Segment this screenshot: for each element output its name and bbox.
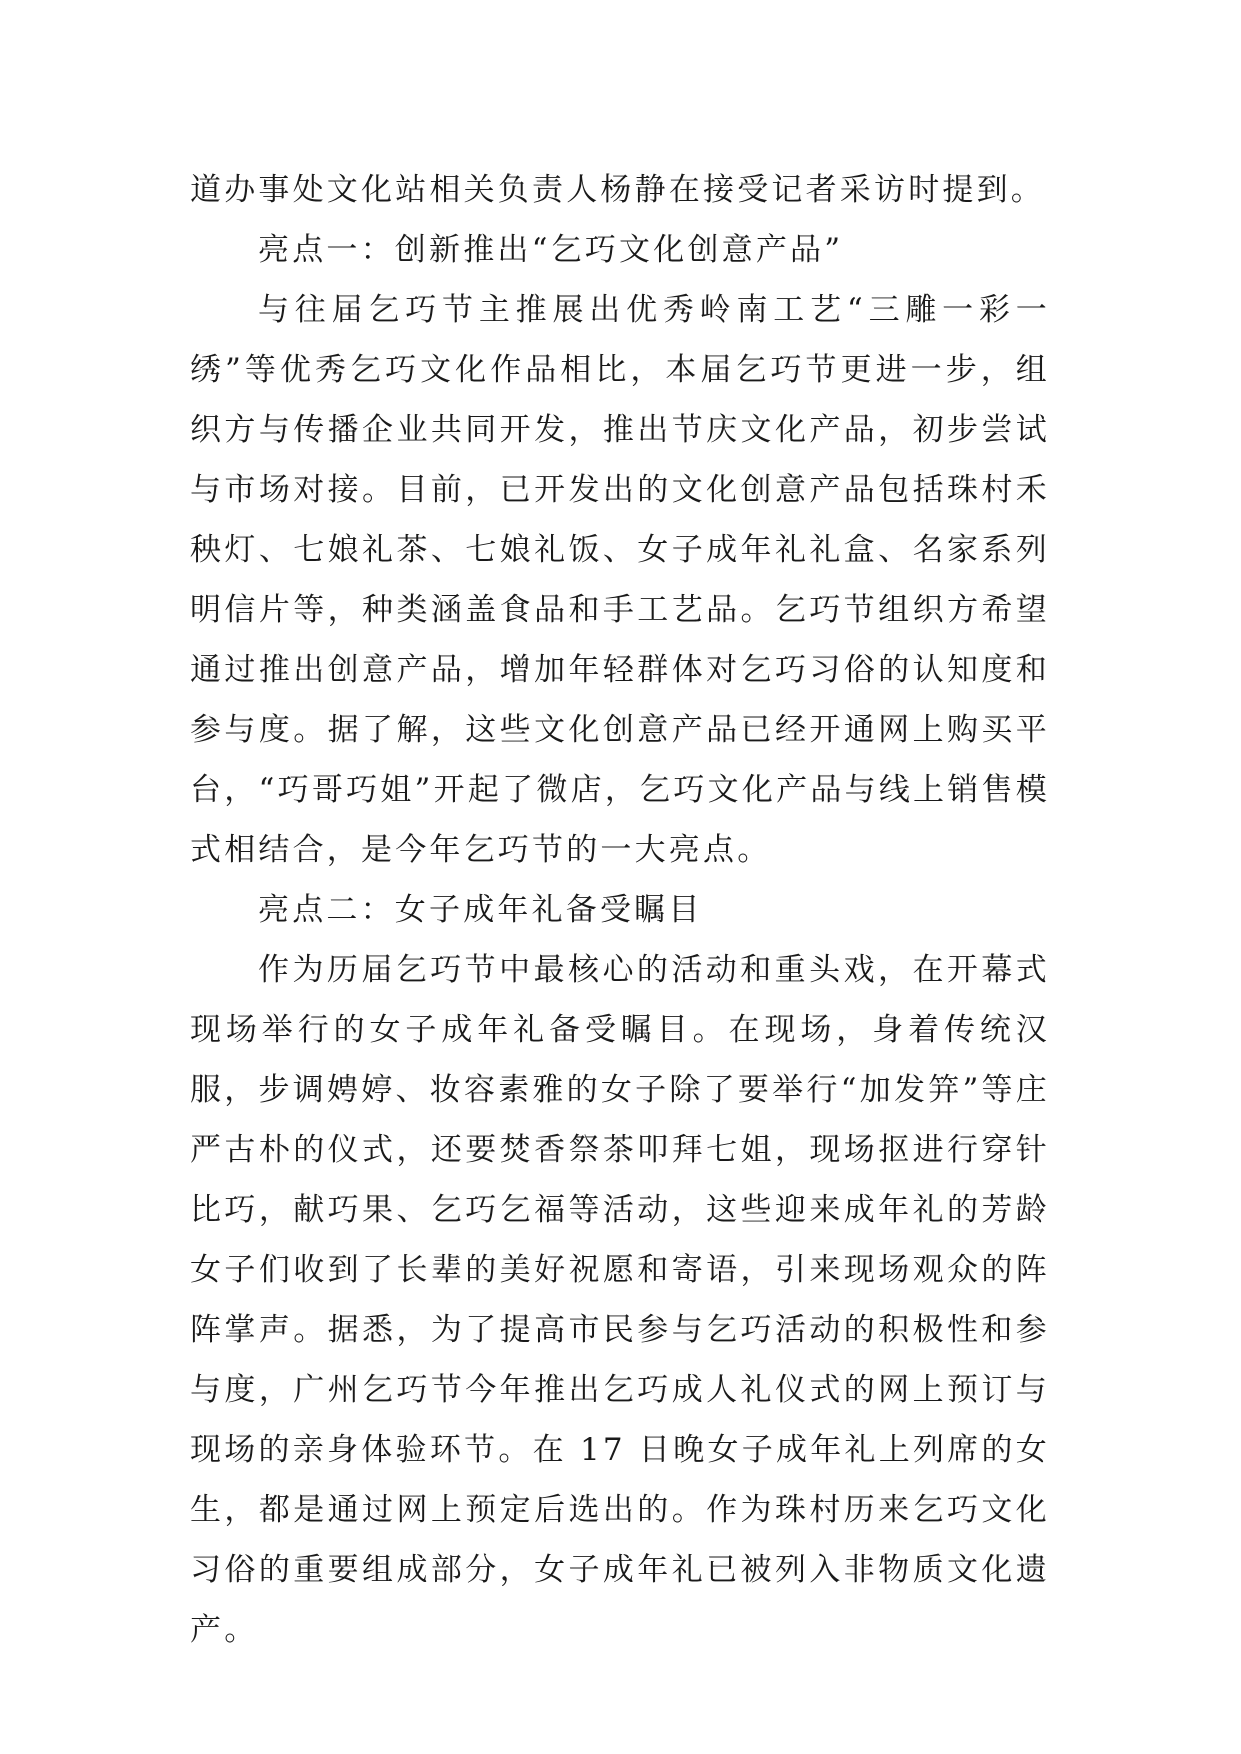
heading-highlight-one: 亮点一：创新推出“乞巧文化创意产品”	[258, 232, 844, 268]
paragraph-continuation: 道办事处文化站相关负责人杨静在接受记者采访时提到。	[190, 172, 1045, 208]
document-body	[190, 160, 1050, 1660]
paragraph-coming-of-age: 作为历届乞巧节中最核心的活动和重头戏，在开幕式现场举行的女子成年礼备受瞩目。在现场，身着传统汉服，步调娉婷、妆容素雅的女子除了要举行“加发笄”等庄严古朴的仪式，还要焚香祭茶叩拜七姐，现场抠进行穿针比巧，献巧果、乞巧乞福等活动，这些迎来成年礼的芳龄女子们收到了长辈的美好祝愿和寄语，引来现场观众的阵阵掌声。据悉，为了提高市民参与乞巧活动的积极性和参与度，广州乞巧节今年推出乞巧成人礼仪式的网上预订与现场的亲身体验环节。在 17 日晚女子成年礼上列席的女生，都是通过网上预定后选出的。作为珠村历来乞巧文化习俗的重要组成部分，女子成年礼已被列入非物质文化遗产。	[190, 952, 1050, 1648]
paragraph-creative-products: 与往届乞巧节主推展出优秀岭南工艺“三雕一彩一绣”等优秀乞巧文化作品相比，本届乞巧节更进一步，组织方与传播企业共同开发，推出节庆文化产品，初步尝试与市场对接。目前，已开发出的文化创意产品包括珠村禾秧灯、七娘礼茶、七娘礼饭、女子成年礼礼盒、名家系列明信片等，种类涵盖食品和手工艺品。乞巧节组织方希望通过推出创意产品，增加年轻群体对乞巧习俗的认知度和参与度。据了解，这些文化创意产品已经开通网上购买平台，“巧哥巧姐”开起了微店，乞巧文化产品与线上销售模式相结合，是今年乞巧节的一大亮点。	[190, 292, 1050, 868]
heading-highlight-two: 亮点二：女子成年礼备受瞩目	[258, 892, 703, 928]
